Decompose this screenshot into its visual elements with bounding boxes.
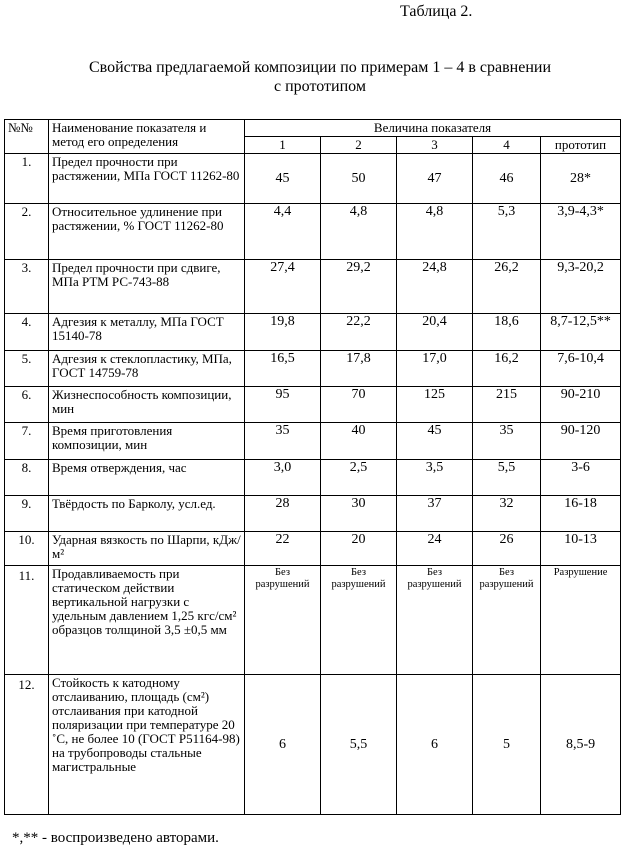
row-value: 30 (321, 496, 397, 532)
row-value: 3,5 (397, 460, 473, 496)
row-value: 19,8 (245, 314, 321, 351)
table-row (5, 496, 621, 532)
row-value: 215 (473, 387, 541, 423)
row-name: Предел прочности при растяжении, МПа ГОСТ 11262-80 (49, 154, 245, 204)
row-name: Продавливаемость при статическом действии вертикальной нагрузки с удельным давлением 1,25 кгс/см² образцов толщиной 3,5 ±0,5 мм (49, 566, 245, 675)
row-value: 28 (245, 496, 321, 532)
row-num: 5. (5, 351, 49, 387)
header-num: №№ (5, 120, 49, 154)
title-line-2: с прототипом (274, 78, 366, 95)
row-value-prototype: 90-120 (541, 423, 621, 460)
row-name: Время приготовления композиции, мин (49, 423, 245, 460)
row-value: Без разрушений (397, 566, 473, 675)
row-value: 46 (473, 154, 541, 204)
table-row (5, 387, 621, 423)
row-name: Время отверждения, час (49, 460, 245, 496)
row-name: Адгезия к металлу, МПа ГОСТ 15140-78 (49, 314, 245, 351)
row-num: 10. (5, 532, 49, 566)
row-value-prototype: 3-6 (541, 460, 621, 496)
row-value: 40 (321, 423, 397, 460)
row-value: 6 (397, 675, 473, 815)
row-value: 24,8 (397, 260, 473, 314)
row-value: 45 (397, 423, 473, 460)
row-name: Предел прочности при сдвиге, МПа РТМ РС-743-88 (49, 260, 245, 314)
table-label: Таблица 2. (400, 3, 473, 20)
header-col-prototype: прототип (541, 137, 621, 154)
row-num: 11. (5, 566, 49, 675)
row-value-prototype: 10-13 (541, 532, 621, 566)
row-num: 12. (5, 675, 49, 815)
row-value: 70 (321, 387, 397, 423)
row-value: 47 (397, 154, 473, 204)
row-value-prototype: Разрушение (541, 566, 621, 675)
header-row-1 (5, 120, 621, 137)
row-value: 20,4 (397, 314, 473, 351)
row-value: 24 (397, 532, 473, 566)
row-value: 35 (473, 423, 541, 460)
row-value: Без разрушений (321, 566, 397, 675)
row-value: 5,5 (321, 675, 397, 815)
row-value: 37 (397, 496, 473, 532)
row-value: Без разрушений (245, 566, 321, 675)
row-value: 16,5 (245, 351, 321, 387)
row-value: 17,8 (321, 351, 397, 387)
row-value: 16,2 (473, 351, 541, 387)
row-value: 26,2 (473, 260, 541, 314)
header-name: Наименование показателя и метод его определения (49, 120, 245, 154)
header-value-group: Величина показателя (245, 120, 621, 137)
footnote: *,** - воспроизведено авторами. (12, 830, 219, 846)
row-value-prototype: 7,6-10,4 (541, 351, 621, 387)
row-value: 125 (397, 387, 473, 423)
table-row (5, 314, 621, 351)
row-num: 8. (5, 460, 49, 496)
row-value: 20 (321, 532, 397, 566)
row-value: 3,0 (245, 460, 321, 496)
row-value: 22 (245, 532, 321, 566)
row-value: 22,2 (321, 314, 397, 351)
row-value: 26 (473, 532, 541, 566)
header-col-3: 3 (397, 137, 473, 154)
row-value: 5,3 (473, 204, 541, 260)
row-value-prototype: 28* (541, 154, 621, 204)
header-col-1: 1 (245, 137, 321, 154)
table-row (5, 351, 621, 387)
row-value: 29,2 (321, 260, 397, 314)
row-num: 3. (5, 260, 49, 314)
row-num: 9. (5, 496, 49, 532)
table-row (5, 260, 621, 314)
table-row (5, 204, 621, 260)
row-name: Адгезия к стеклопластику, МПа, ГОСТ 14759-78 (49, 351, 245, 387)
row-value: 18,6 (473, 314, 541, 351)
row-name: Относительное удлинение при растяжении, % ГОСТ 11262-80 (49, 204, 245, 260)
properties-table (4, 119, 621, 815)
row-value-prototype: 8,5-9 (541, 675, 621, 815)
row-value: 2,5 (321, 460, 397, 496)
table-row (5, 154, 621, 204)
row-num: 1. (5, 154, 49, 204)
title-line-1: Свойства предлагаемой композиции по примерам 1 – 4 в сравнении (88, 59, 552, 76)
row-name: Стойкость к катодному отслаиванию, площадь (см²) отслаивания при катодной поляризации при температуре 20 ˚С, не более 10 (ГОСТ Р51164-98) на трубопроводы стальные магистральные (49, 675, 245, 815)
row-name: Твёрдость по Барколу, усл.ед. (49, 496, 245, 532)
row-name: Ударная вязкость по Шарпи, кДж/м² (49, 532, 245, 566)
row-value: 4,8 (321, 204, 397, 260)
row-value: 45 (245, 154, 321, 204)
row-value-prototype: 3,9-4,3* (541, 204, 621, 260)
row-value: Без разрушений (473, 566, 541, 675)
row-num: 6. (5, 387, 49, 423)
row-value: 17,0 (397, 351, 473, 387)
row-num: 2. (5, 204, 49, 260)
row-value: 6 (245, 675, 321, 815)
row-value: 50 (321, 154, 397, 204)
row-value: 5,5 (473, 460, 541, 496)
row-num: 7. (5, 423, 49, 460)
row-value: 35 (245, 423, 321, 460)
row-value: 32 (473, 496, 541, 532)
row-value-prototype: 90-210 (541, 387, 621, 423)
table-row (5, 460, 621, 496)
row-value: 4,8 (397, 204, 473, 260)
row-value: 27,4 (245, 260, 321, 314)
header-col-2: 2 (321, 137, 397, 154)
table-row (5, 532, 621, 566)
row-value-prototype: 16-18 (541, 496, 621, 532)
table-title (20, 58, 620, 96)
row-value-prototype: 9,3-20,2 (541, 260, 621, 314)
row-value: 95 (245, 387, 321, 423)
table-row (5, 675, 621, 815)
row-num: 4. (5, 314, 49, 351)
header-col-4: 4 (473, 137, 541, 154)
row-value: 5 (473, 675, 541, 815)
row-name: Жизнеспособность композиции, мин (49, 387, 245, 423)
row-value-prototype: 8,7-12,5** (541, 314, 621, 351)
table-row (5, 566, 621, 675)
row-value: 4,4 (245, 204, 321, 260)
table-row (5, 423, 621, 460)
